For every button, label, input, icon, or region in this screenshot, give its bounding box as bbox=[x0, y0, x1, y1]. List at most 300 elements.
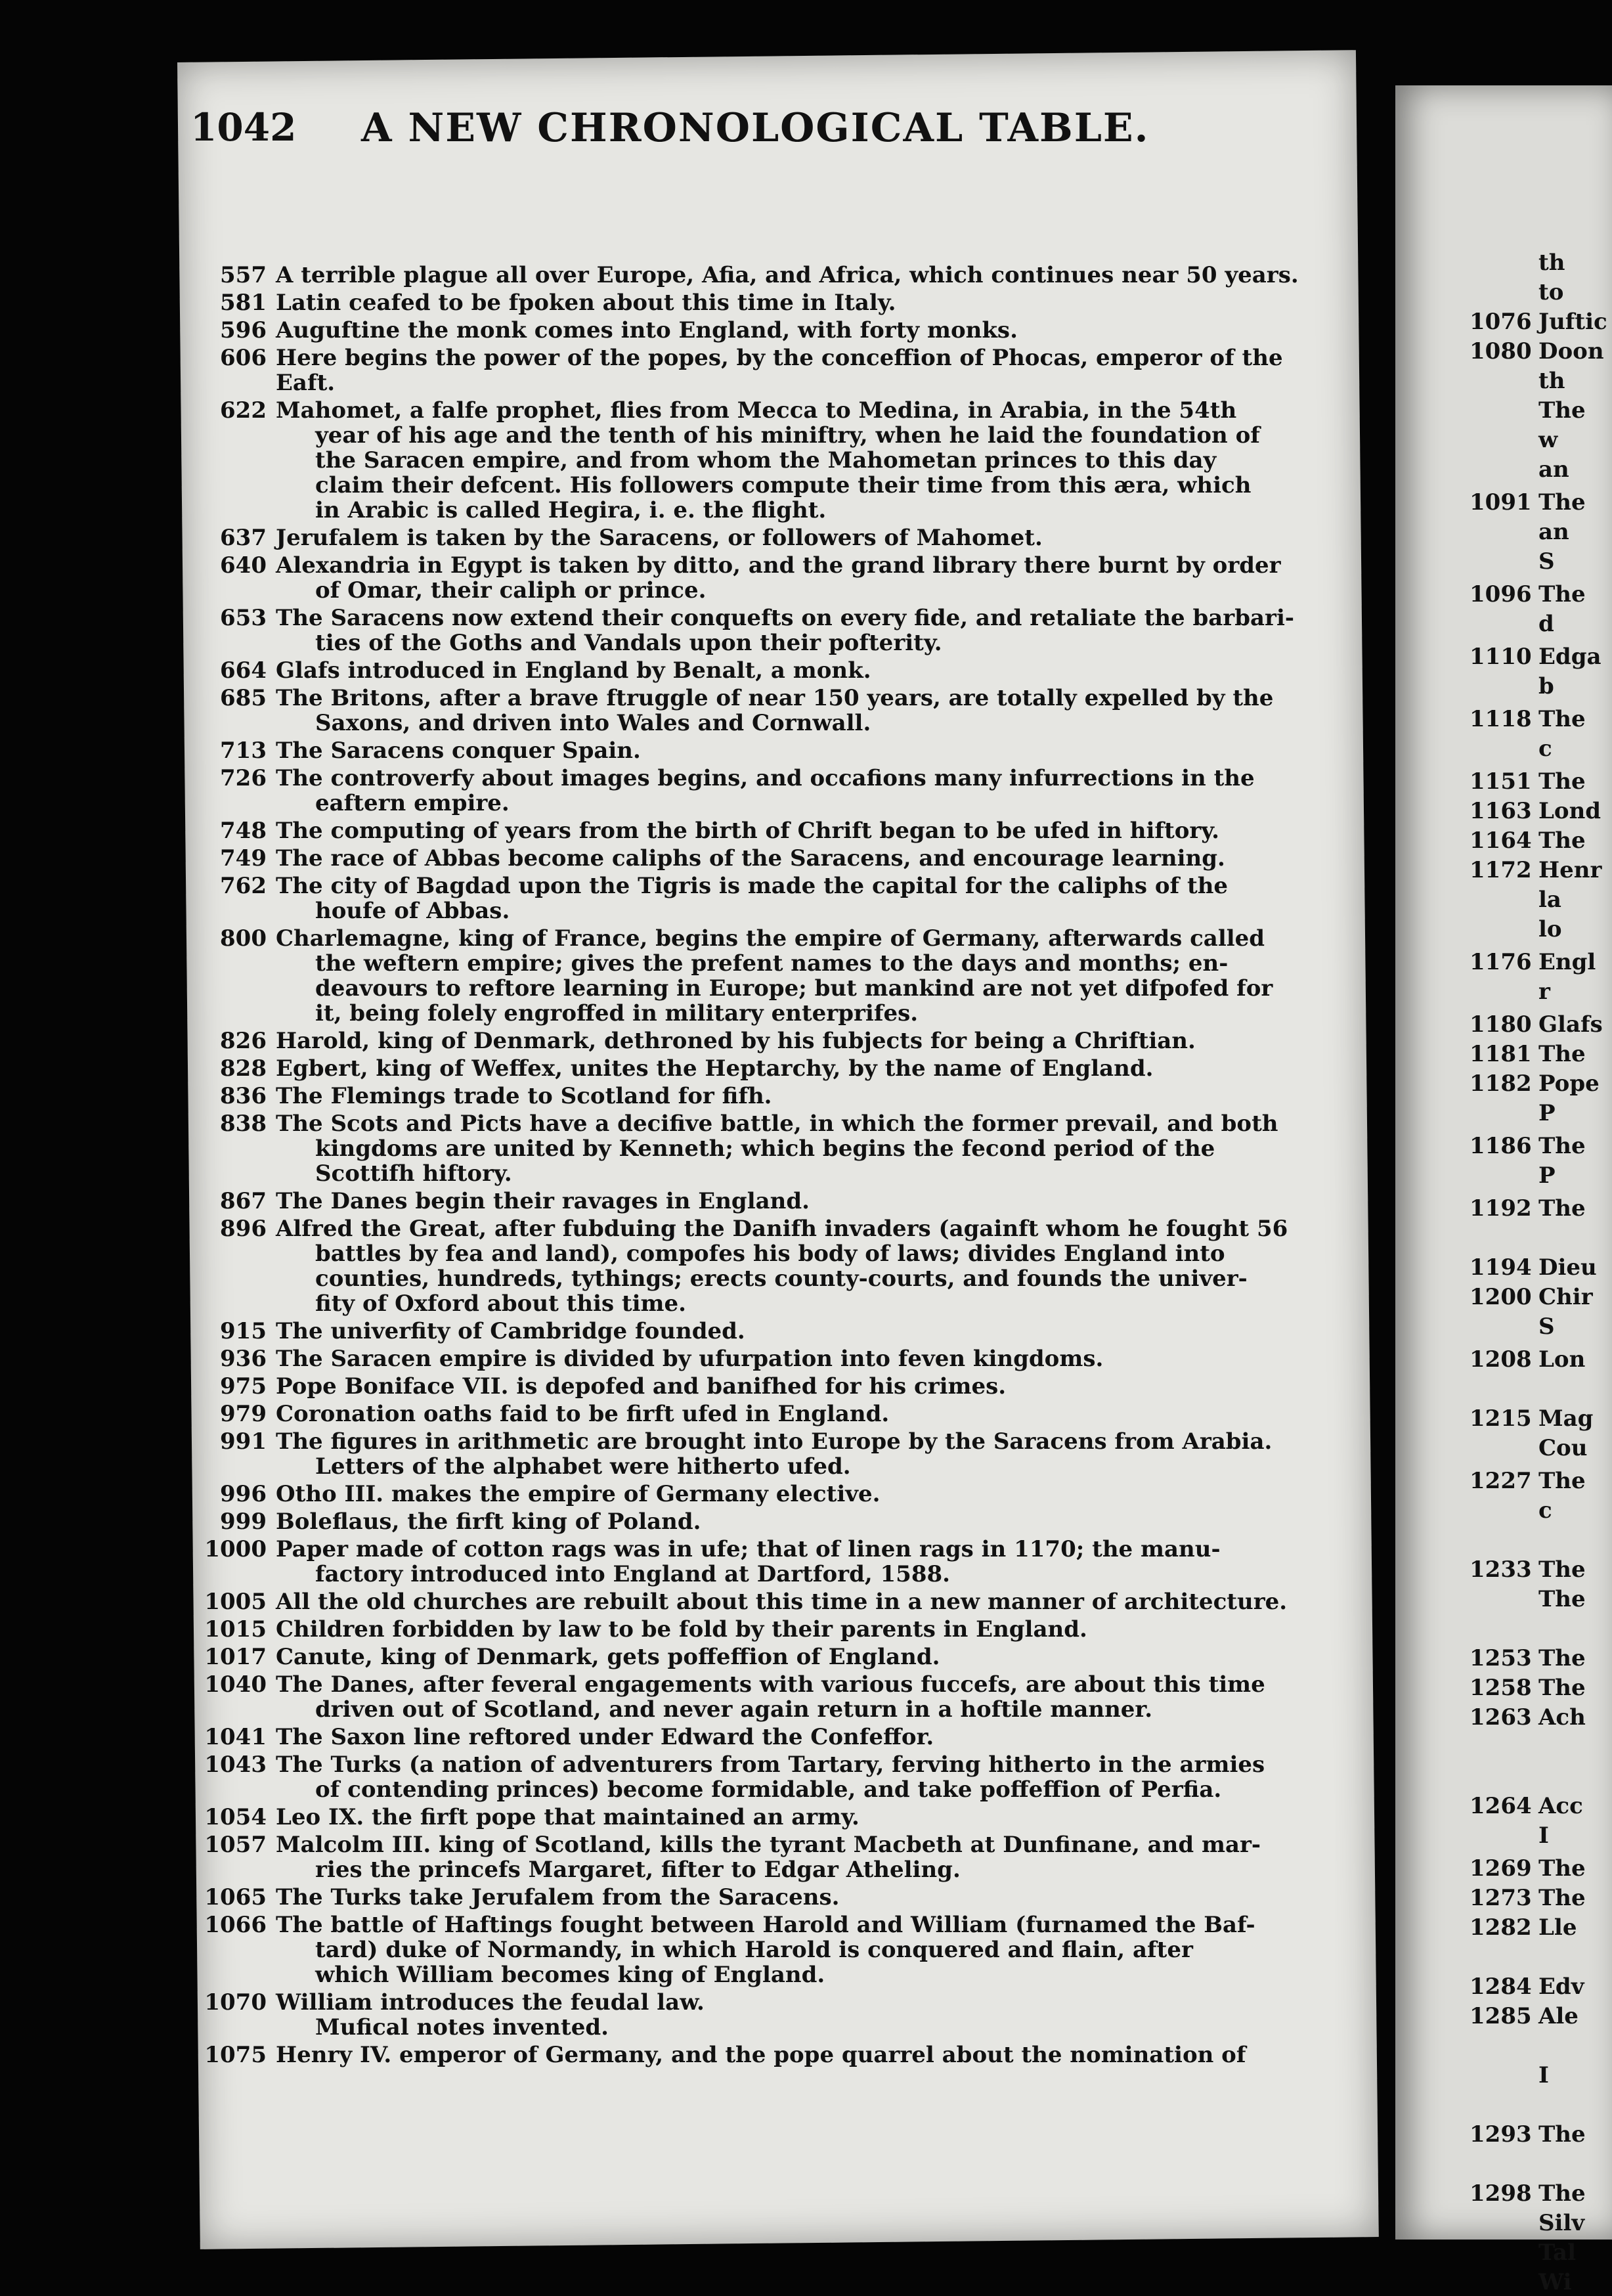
entry-year: 1017 bbox=[204, 1644, 267, 1670]
entry-line: which William becomes king of England. bbox=[315, 1962, 825, 1988]
right-entry-text: Chir bbox=[1538, 1284, 1593, 1310]
right-page-entry bbox=[1470, 1914, 1577, 1941]
chronology-entry bbox=[190, 1056, 1307, 1081]
right-entry-year: 1200 bbox=[1470, 1284, 1532, 1310]
chronology-entry bbox=[190, 1990, 1307, 2040]
right-page-entry bbox=[1470, 1586, 1586, 1612]
right-page-entry bbox=[1470, 2269, 1572, 2295]
right-entry-text: The bbox=[1538, 1195, 1586, 1222]
entry-text bbox=[276, 1216, 1307, 1316]
entry-line: Latin ceafed to be fpoken about this time in Italy. bbox=[276, 290, 896, 316]
right-entry-year: 1282 bbox=[1470, 1914, 1532, 1941]
entry-text bbox=[276, 738, 1307, 763]
right-entry-year: 1118 bbox=[1470, 706, 1532, 732]
right-page-entry bbox=[1470, 309, 1607, 335]
entry-text bbox=[276, 686, 1307, 736]
page-number: 1042 bbox=[190, 105, 297, 150]
chronology-entry bbox=[190, 738, 1307, 763]
chronology-entry bbox=[190, 290, 1307, 315]
right-entry-text: Henr bbox=[1538, 857, 1602, 883]
right-entry-text: d bbox=[1538, 611, 1554, 637]
right-entry-text: The bbox=[1538, 397, 1586, 424]
entry-year: 1043 bbox=[204, 1752, 267, 1778]
right-entry-text: The bbox=[1538, 1586, 1586, 1612]
chronology-entry bbox=[190, 658, 1307, 683]
entry-line: The Saracens now extend their conquefts on every fide, and retaliate the barbari- bbox=[276, 605, 1294, 631]
entry-line: houfe of Abbas. bbox=[315, 898, 510, 924]
right-entry-text: Edga bbox=[1538, 644, 1601, 670]
entry-line: claim their defcent. His followers compute their time from this æra, which bbox=[315, 472, 1252, 498]
chronology-entry bbox=[190, 766, 1307, 816]
right-entry-text: The bbox=[1538, 581, 1586, 607]
right-page-entry bbox=[1470, 1675, 1586, 1701]
entry-text bbox=[276, 1805, 1307, 1830]
right-page-entry bbox=[1470, 1468, 1586, 1494]
entry-year: 867 bbox=[220, 1188, 267, 1214]
right-page-entry bbox=[1470, 1133, 1586, 1159]
entry-year: 637 bbox=[220, 525, 267, 551]
right-page-entry bbox=[1470, 736, 1552, 762]
entry-line: battles by fea and land), compofes his body of laws; divides England into bbox=[315, 1241, 1225, 1267]
right-entry-text: Glafs bbox=[1538, 1011, 1603, 1038]
right-entry-text: Mag bbox=[1538, 1405, 1594, 1432]
entry-line: The Britons, after a brave ftruggle of near 150 years, are totally expelled by the bbox=[276, 685, 1274, 711]
chronology-entry bbox=[190, 1725, 1307, 1750]
right-entry-year: 1076 bbox=[1470, 309, 1532, 335]
entry-line: The race of Abbas become caliphs of the Saracens, and encourage learning. bbox=[276, 845, 1225, 872]
right-entry-year: 1269 bbox=[1470, 1855, 1532, 1882]
entry-year: 975 bbox=[220, 1373, 267, 1400]
right-entry-year: 1233 bbox=[1470, 1556, 1532, 1583]
entry-text bbox=[276, 1645, 1307, 1669]
right-page-entry bbox=[1470, 1556, 1586, 1583]
chronology-entry bbox=[190, 1509, 1307, 1534]
entry-year: 713 bbox=[220, 738, 267, 764]
right-entry-year: 1258 bbox=[1470, 1675, 1532, 1701]
entry-year: 1054 bbox=[204, 1804, 267, 1830]
right-page-entry bbox=[1470, 1645, 1586, 1671]
right-page-entry bbox=[1470, 2210, 1584, 2236]
entry-text bbox=[276, 1589, 1307, 1614]
right-entry-text: Ale bbox=[1538, 2003, 1579, 2029]
right-page-entry bbox=[1470, 1855, 1586, 1882]
right-page-entry bbox=[1470, 338, 1604, 364]
entry-line: Auguftine the monk comes into England, with forty monks. bbox=[276, 317, 1018, 343]
right-page-entry bbox=[1470, 673, 1554, 699]
entry-text bbox=[276, 2042, 1307, 2067]
entry-text bbox=[276, 1056, 1307, 1081]
entry-year: 915 bbox=[220, 1318, 267, 1344]
right-entry-text: Acc bbox=[1538, 1793, 1583, 1819]
entry-line: of Omar, their caliph or prince. bbox=[315, 577, 707, 604]
chronology-list bbox=[190, 263, 1307, 2070]
entry-text bbox=[276, 525, 1307, 550]
entry-year: 896 bbox=[220, 1216, 267, 1242]
entry-line: Jerufalem is taken by the Saracens, or followers of Mahomet. bbox=[276, 525, 1043, 551]
right-entry-text: The bbox=[1538, 1675, 1586, 1701]
right-entry-year: 1264 bbox=[1470, 1793, 1532, 1819]
right-entry-text: Silv bbox=[1538, 2210, 1585, 2236]
right-page-entry bbox=[1470, 1011, 1603, 1038]
entry-year: 596 bbox=[220, 317, 267, 343]
entry-text bbox=[276, 658, 1307, 683]
entry-text bbox=[276, 290, 1307, 315]
right-page-entry bbox=[1470, 1314, 1555, 1340]
right-page-entry bbox=[1470, 768, 1586, 795]
entry-year: 826 bbox=[220, 1028, 267, 1054]
right-page-entry bbox=[1470, 397, 1586, 424]
entry-line: The Saxon line reftored under Edward the Confeffor. bbox=[276, 1724, 934, 1750]
right-entry-year: 1227 bbox=[1470, 1468, 1532, 1494]
right-entry-year: 1096 bbox=[1470, 581, 1532, 607]
chronology-entry bbox=[190, 1028, 1307, 1053]
right-entry-year: 1180 bbox=[1470, 1011, 1532, 1038]
entry-line: in Arabic is called Hegira, i. e. the flight. bbox=[315, 497, 827, 523]
entry-year: 749 bbox=[220, 845, 267, 872]
right-page-entry bbox=[1470, 1435, 1587, 1461]
entry-line: The battle of Haftings fought between Harold and William (furnamed the Baf- bbox=[276, 1912, 1255, 1938]
entry-year: 1041 bbox=[204, 1724, 267, 1750]
right-entry-text: w bbox=[1538, 427, 1558, 453]
entry-text bbox=[276, 1084, 1307, 1109]
right-page-entry bbox=[1470, 644, 1601, 670]
entry-year: 748 bbox=[220, 818, 267, 844]
entry-line: The Saracen empire is divided by ufurpation into feven kingdoms. bbox=[276, 1346, 1104, 1372]
right-page-entry bbox=[1470, 1405, 1593, 1432]
entry-line: The city of Bagdad upon the Tigris is made the capital for the caliphs of the bbox=[276, 873, 1229, 899]
entry-line: year of his age and the tenth of his miniftry, when he laid the foundation of bbox=[315, 422, 1260, 449]
right-entry-year: 1163 bbox=[1470, 798, 1532, 824]
entry-text bbox=[276, 1319, 1307, 1344]
right-entry-text: The bbox=[1538, 768, 1586, 795]
right-entry-year: 1186 bbox=[1470, 1133, 1532, 1159]
entry-line: Leo IX. the firft pope that maintained an army. bbox=[276, 1804, 860, 1830]
right-page-entry bbox=[1470, 1885, 1586, 1911]
right-page-entry bbox=[1470, 2240, 1576, 2266]
right-page-entry bbox=[1470, 857, 1601, 883]
right-entry-text: I bbox=[1538, 1822, 1549, 1849]
right-entry-text: The bbox=[1538, 2180, 1586, 2207]
right-entry-year: 1273 bbox=[1470, 1885, 1532, 1911]
entry-year: 1066 bbox=[204, 1912, 267, 1938]
entry-text bbox=[276, 1885, 1307, 1910]
chronology-entry bbox=[190, 553, 1307, 603]
right-entry-text: The bbox=[1538, 1133, 1586, 1159]
right-entry-text: The bbox=[1538, 1041, 1586, 1067]
right-entry-year: 1194 bbox=[1470, 1254, 1532, 1281]
right-entry-year: 1253 bbox=[1470, 1645, 1532, 1671]
entry-text bbox=[276, 818, 1307, 843]
right-entry-text: The bbox=[1538, 1885, 1586, 1911]
entry-line: Scottifh hiftory. bbox=[315, 1160, 512, 1187]
right-entry-text: Tal bbox=[1538, 2240, 1576, 2266]
right-entry-year: 1293 bbox=[1470, 2121, 1532, 2148]
entry-line: Canute, king of Denmark, gets poffeffion of England. bbox=[276, 1644, 940, 1670]
chronology-entry bbox=[190, 1645, 1307, 1669]
right-entry-text: th bbox=[1538, 250, 1565, 276]
right-page-entry bbox=[1470, 250, 1565, 276]
right-entry-year: 1091 bbox=[1470, 489, 1532, 516]
entry-line: factory introduced into England at Dartford, 1588. bbox=[315, 1561, 950, 1587]
entry-line: Glafs introduced in England by Benalt, a monk. bbox=[276, 657, 871, 684]
right-entry-text: The bbox=[1538, 1468, 1586, 1494]
entry-text bbox=[276, 1346, 1307, 1371]
right-entry-year: 1284 bbox=[1470, 1974, 1532, 2000]
entry-year: 1040 bbox=[204, 1671, 267, 1698]
entry-text bbox=[276, 318, 1307, 343]
chronology-entry bbox=[190, 525, 1307, 550]
right-entry-year: 1215 bbox=[1470, 1405, 1532, 1432]
entry-line: kingdoms are united by Kenneth; which begins the fecond period of the bbox=[315, 1136, 1215, 1162]
right-entry-text: Edv bbox=[1538, 1974, 1584, 2000]
entry-year: 1070 bbox=[204, 1989, 267, 2016]
chronology-entry bbox=[190, 1402, 1307, 1426]
right-page-entry bbox=[1470, 1497, 1552, 1524]
right-entry-year: 1164 bbox=[1470, 828, 1532, 854]
right-page-entry bbox=[1470, 1195, 1586, 1222]
chronology-entry bbox=[190, 1189, 1307, 1214]
entry-line: counties, hundreds, tythings; erects county-courts, and founds the univer- bbox=[315, 1266, 1248, 1292]
entry-line: The Saracens conquer Spain. bbox=[276, 738, 641, 764]
right-entry-text: Lon bbox=[1538, 1346, 1586, 1373]
entry-text bbox=[276, 1189, 1307, 1214]
right-page-entry bbox=[1470, 1162, 1556, 1189]
right-page-entry bbox=[1470, 2003, 1579, 2029]
entry-line: Mufical notes invented. bbox=[315, 2014, 609, 2041]
right-entry-year: 1151 bbox=[1470, 768, 1532, 795]
right-entry-year: 1176 bbox=[1470, 949, 1532, 975]
entry-text bbox=[276, 1617, 1307, 1642]
chronology-entry bbox=[190, 686, 1307, 736]
chronology-entry bbox=[190, 1319, 1307, 1344]
right-entry-year: 1263 bbox=[1470, 1704, 1532, 1731]
chronology-entry bbox=[190, 1346, 1307, 1371]
right-entry-year: 1181 bbox=[1470, 1041, 1532, 1067]
right-page-entry bbox=[1470, 979, 1550, 1005]
entry-text bbox=[276, 1912, 1307, 1987]
entry-line: of contending princes) become formidable, and take poffeffion of Perfia. bbox=[315, 1777, 1222, 1803]
right-page-entry bbox=[1470, 427, 1558, 453]
right-entry-text: b bbox=[1538, 673, 1554, 699]
chronology-entry bbox=[190, 1537, 1307, 1587]
entry-text bbox=[276, 398, 1307, 523]
right-entry-text: Cou bbox=[1538, 1435, 1588, 1461]
chronology-entry bbox=[190, 1617, 1307, 1642]
chronology-entry bbox=[190, 1482, 1307, 1507]
entry-year: 1065 bbox=[204, 1884, 267, 1910]
chronology-entry bbox=[190, 398, 1307, 523]
chronology-entry bbox=[190, 263, 1307, 288]
chronology-entry bbox=[190, 926, 1307, 1026]
entry-year: 622 bbox=[220, 397, 267, 424]
entry-line: The Turks (a nation of adventurers from Tartary, ferving hitherto in the armies bbox=[276, 1752, 1265, 1778]
entry-year: 664 bbox=[220, 657, 267, 684]
entry-text bbox=[276, 766, 1307, 816]
entry-line: The Flemings trade to Scotland for fifh. bbox=[276, 1083, 772, 1109]
right-page-entry bbox=[1470, 489, 1586, 516]
chronology-entry bbox=[190, 873, 1307, 923]
chronology-entry bbox=[190, 1832, 1307, 1882]
entry-year: 991 bbox=[220, 1428, 267, 1455]
entry-line: The computing of years from the birth of Chrift began to be ufed in hiftory. bbox=[276, 818, 1219, 844]
right-entry-text: th bbox=[1538, 368, 1565, 394]
right-page-entry bbox=[1470, 611, 1554, 637]
right-entry-year: 1182 bbox=[1470, 1071, 1532, 1097]
entry-year: 1000 bbox=[204, 1536, 267, 1562]
right-entry-text: The bbox=[1538, 2121, 1586, 2148]
entry-line: tard) duke of Normandy, in which Harold is conquered and flain, after bbox=[315, 1937, 1193, 1963]
right-entry-text: P bbox=[1538, 1100, 1556, 1126]
entry-text bbox=[276, 1725, 1307, 1750]
right-entry-text: lo bbox=[1538, 916, 1562, 942]
entry-year: 836 bbox=[220, 1083, 267, 1109]
entry-line: Malcolm III. king of Scotland, kills the tyrant Macbeth at Dunfinane, and mar- bbox=[276, 1832, 1261, 1858]
entry-line: The Danes, after feveral engagements with various fuccefs, are about this time bbox=[276, 1671, 1265, 1698]
entry-line: Alexandria in Egypt is taken by ditto, and the grand library there burnt by order bbox=[276, 552, 1281, 579]
right-page-entry bbox=[1470, 1974, 1584, 2000]
entry-text bbox=[276, 553, 1307, 603]
right-page-entry bbox=[1470, 916, 1562, 942]
right-entry-text: P bbox=[1538, 1162, 1556, 1189]
entry-line: Children forbidden by law to be fold by their parents in England. bbox=[276, 1616, 1087, 1643]
right-page-entry bbox=[1470, 706, 1586, 732]
right-page-entry bbox=[1470, 1284, 1593, 1310]
entry-text bbox=[276, 1672, 1307, 1722]
right-page-entry bbox=[1470, 368, 1565, 394]
right-page-entry bbox=[1470, 581, 1586, 607]
entry-text bbox=[276, 1429, 1307, 1479]
entry-text bbox=[276, 1402, 1307, 1426]
entry-year: 762 bbox=[220, 873, 267, 899]
entry-text bbox=[276, 1111, 1307, 1186]
right-entry-text: an bbox=[1538, 519, 1569, 545]
right-entry-text: Wi bbox=[1538, 2269, 1572, 2295]
entry-line: Paper made of cotton rags was in ufe; that of linen rags in 1170; the manu- bbox=[276, 1536, 1221, 1562]
entry-year: 800 bbox=[220, 925, 267, 952]
entry-line: deavours to reftore learning in Europe; but mankind are not yet difpofed for bbox=[315, 975, 1273, 1002]
right-page-entry bbox=[1470, 2180, 1586, 2207]
right-page-entry bbox=[1470, 1100, 1556, 1126]
entry-text bbox=[276, 606, 1307, 655]
entry-year: 581 bbox=[220, 290, 267, 316]
right-entry-year: 1285 bbox=[1470, 2003, 1532, 2029]
right-entry-text: I bbox=[1538, 2062, 1549, 2088]
entry-text bbox=[276, 1509, 1307, 1534]
right-page-entry bbox=[1470, 2121, 1586, 2148]
right-entry-text: an bbox=[1538, 456, 1569, 483]
right-page-entry bbox=[1470, 1704, 1586, 1731]
chronology-entry bbox=[190, 345, 1307, 395]
chronology-entry bbox=[190, 1084, 1307, 1109]
entry-line: Mahomet, a falfe prophet, flies from Mecca to Medina, in Arabia, in the 54th bbox=[276, 397, 1237, 424]
right-page-entry bbox=[1470, 828, 1586, 854]
entry-text bbox=[276, 345, 1307, 395]
right-entry-text: The bbox=[1538, 706, 1586, 732]
right-entry-year: 1110 bbox=[1470, 644, 1532, 670]
entry-year: 606 bbox=[220, 345, 267, 371]
entry-line: Coronation oaths faid to be firft ufed in England. bbox=[276, 1401, 890, 1427]
right-page-entry bbox=[1470, 1254, 1597, 1281]
chronology-entry bbox=[190, 1429, 1307, 1479]
chronology-entry bbox=[190, 818, 1307, 843]
entry-line: driven out of Scotland, and never again return in a hoftile manner. bbox=[315, 1696, 1153, 1723]
entry-year: 1057 bbox=[204, 1832, 267, 1858]
entry-year: 1075 bbox=[204, 2042, 267, 2068]
right-entry-text: S bbox=[1538, 1314, 1555, 1340]
entry-year: 640 bbox=[220, 552, 267, 579]
right-entry-text: to bbox=[1538, 279, 1564, 305]
right-entry-text: Dieu bbox=[1538, 1254, 1597, 1281]
chronology-entry bbox=[190, 1589, 1307, 1614]
right-entry-text: Lle bbox=[1538, 1914, 1577, 1941]
entry-text bbox=[276, 846, 1307, 871]
chronology-entry bbox=[190, 2042, 1307, 2067]
entry-line: Egbert, king of Weffex, unites the Heptarchy, by the name of England. bbox=[276, 1055, 1154, 1082]
entry-line: eaftern empire. bbox=[315, 790, 510, 816]
entry-line: the weftern empire; gives the prefent names to the days and months; en- bbox=[315, 950, 1229, 977]
entry-line: William introduces the feudal law. bbox=[276, 1989, 705, 2016]
entry-line: Henry IV. emperor of Germany, and the pope quarrel about the nomination of bbox=[276, 2042, 1246, 2068]
entry-line: Saxons, and driven into Wales and Cornwall. bbox=[315, 710, 871, 736]
entry-year: 726 bbox=[220, 765, 267, 791]
entry-line: ties of the Goths and Vandals upon their pofterity. bbox=[315, 630, 942, 656]
right-page-entry bbox=[1470, 519, 1569, 545]
entry-text bbox=[276, 1537, 1307, 1587]
entry-line: Charlemagne, king of France, begins the empire of Germany, afterwards called bbox=[276, 925, 1265, 952]
entry-line: All the old churches are rebuilt about this time in a new manner of architecture. bbox=[276, 1589, 1288, 1615]
right-entry-text: Doon bbox=[1538, 338, 1604, 364]
entry-line: the Saracen empire, and from whom the Mahometan princes to this day bbox=[315, 447, 1217, 474]
right-entry-text: S bbox=[1538, 548, 1555, 575]
entry-line: A terrible plague all over Europe, Afia, and Africa, which continues near 50 years. bbox=[276, 262, 1299, 288]
entry-year: 557 bbox=[220, 262, 267, 288]
right-entry-year: 1080 bbox=[1470, 338, 1532, 364]
right-page-entry bbox=[1470, 798, 1601, 824]
entry-year: 996 bbox=[220, 1481, 267, 1507]
chronology-entry bbox=[190, 1672, 1307, 1722]
chronology-entry bbox=[190, 1805, 1307, 1830]
right-entry-year: 1298 bbox=[1470, 2180, 1532, 2207]
right-entry-text: The bbox=[1538, 1645, 1586, 1671]
right-page-entry bbox=[1470, 1822, 1549, 1849]
entry-line: Here begins the power of the popes, by the conceffion of Phocas, emperor of the Eaft. bbox=[276, 345, 1283, 396]
entry-line: The univerfity of Cambridge founded. bbox=[276, 1318, 745, 1344]
entry-line: The Scots and Picts have a decifive battle, in which the former prevail, and both bbox=[276, 1111, 1278, 1137]
entry-line: Boleflaus, the firft king of Poland. bbox=[276, 1509, 701, 1535]
chronology-entry bbox=[190, 1111, 1307, 1186]
entry-text bbox=[276, 1482, 1307, 1507]
entry-year: 828 bbox=[220, 1055, 267, 1082]
entry-line: fity of Oxford about this time. bbox=[315, 1291, 687, 1317]
entry-text bbox=[276, 926, 1307, 1026]
chronology-entry bbox=[190, 606, 1307, 655]
entry-year: 979 bbox=[220, 1401, 267, 1427]
chronology-entry bbox=[190, 318, 1307, 343]
right-page-entry bbox=[1470, 548, 1555, 575]
right-entry-text: Ach bbox=[1538, 1704, 1586, 1731]
right-page-entry bbox=[1470, 456, 1569, 483]
right-entry-text: Engl bbox=[1538, 949, 1596, 975]
chronology-entry bbox=[190, 846, 1307, 871]
right-entry-year: 1208 bbox=[1470, 1346, 1532, 1373]
entry-line: Pope Boniface VII. is depofed and banifhed for his crimes. bbox=[276, 1373, 1007, 1400]
right-entry-text: c bbox=[1538, 736, 1552, 762]
entry-year: 653 bbox=[220, 605, 267, 631]
entry-text bbox=[276, 1832, 1307, 1882]
entry-text bbox=[276, 1752, 1307, 1802]
right-page-entry bbox=[1470, 1041, 1586, 1067]
entry-line: The figures in arithmetic are brought into Europe by the Saracens from Arabia. bbox=[276, 1428, 1273, 1455]
